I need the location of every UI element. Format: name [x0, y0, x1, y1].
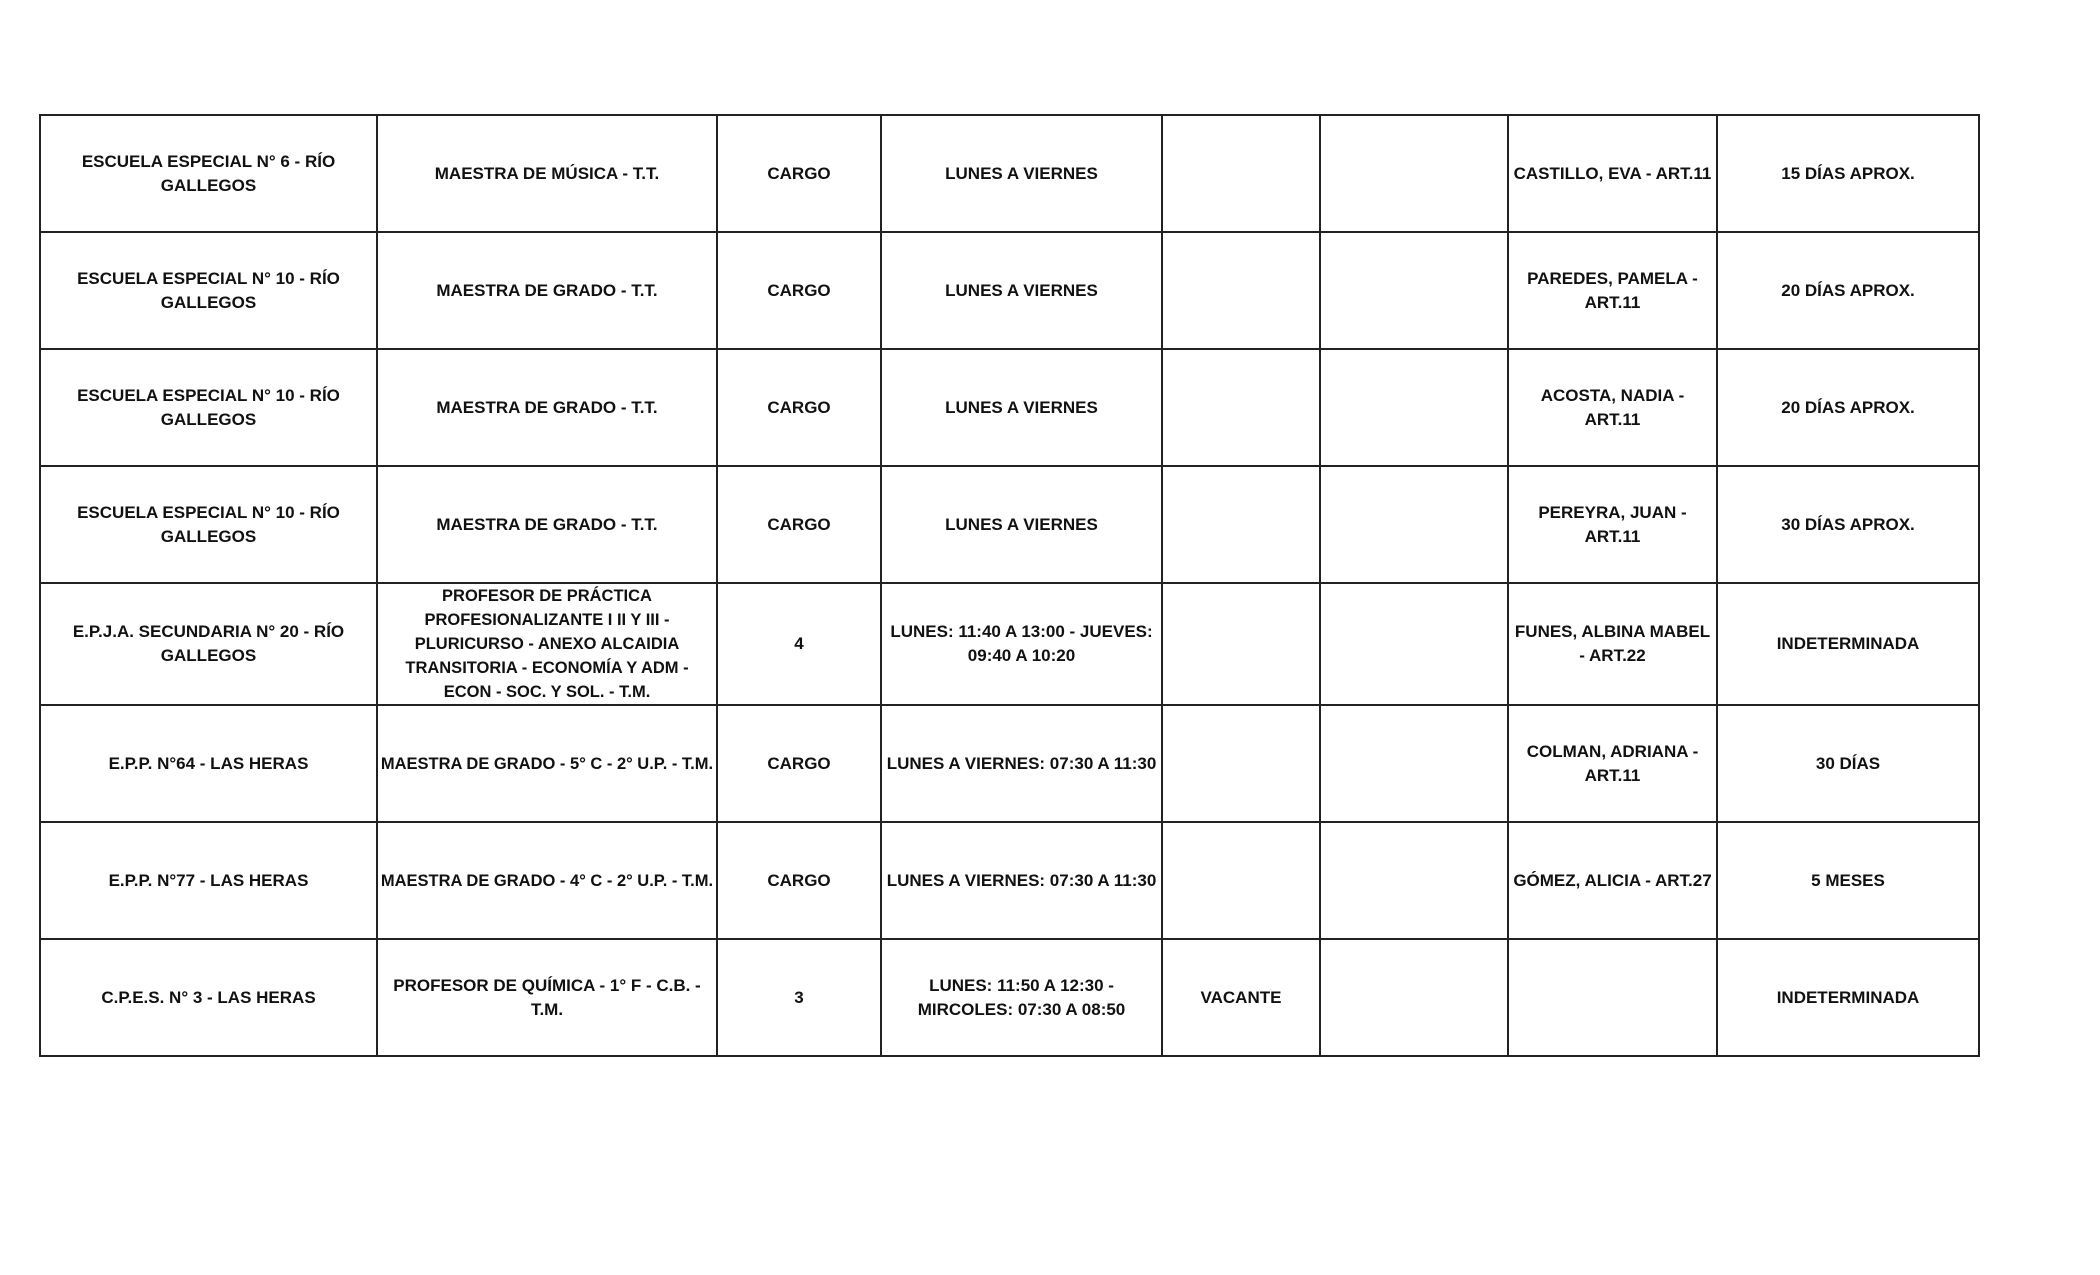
- position-cell: MAESTRA DE GRADO - T.T.: [377, 232, 717, 349]
- status-cell: [1162, 583, 1320, 705]
- position-cell: MAESTRA DE GRADO - 4° C - 2° U.P. - T.M.: [377, 822, 717, 939]
- school-cell: E.P.P. N°64 - LAS HERAS: [40, 705, 377, 822]
- type-cell: CARGO: [717, 705, 881, 822]
- duration-cell: 30 DÍAS: [1717, 705, 1979, 822]
- school-cell: ESCUELA ESPECIAL N° 10 - RÍO GALLEGOS: [40, 232, 377, 349]
- status-cell: [1162, 705, 1320, 822]
- school-cell: ESCUELA ESPECIAL N° 6 - RÍO GALLEGOS: [40, 115, 377, 232]
- status-cell: [1162, 232, 1320, 349]
- duration-cell: 5 MESES: [1717, 822, 1979, 939]
- holder-cell: [1508, 939, 1717, 1056]
- holder-cell: ACOSTA, NADIA - ART.11: [1508, 349, 1717, 466]
- status-cell: [1162, 822, 1320, 939]
- empty-cell: [1320, 232, 1508, 349]
- position-cell: MAESTRA DE MÚSICA - T.T.: [377, 115, 717, 232]
- empty-cell: [1320, 939, 1508, 1056]
- school-cell: ESCUELA ESPECIAL N° 10 - RÍO GALLEGOS: [40, 466, 377, 583]
- table-row: [40, 822, 1979, 939]
- empty-cell: [1320, 822, 1508, 939]
- type-cell: CARGO: [717, 466, 881, 583]
- holder-cell: PAREDES, PAMELA - ART.11: [1508, 232, 1717, 349]
- empty-cell: [1320, 705, 1508, 822]
- holder-cell: COLMAN, ADRIANA - ART.11: [1508, 705, 1717, 822]
- duration-cell: 30 DÍAS APROX.: [1717, 466, 1979, 583]
- vacancies-table: [39, 114, 1980, 1057]
- schedule-cell: LUNES A VIERNES: 07:30 A 11:30: [881, 705, 1162, 822]
- school-cell: E.P.J.A. SECUNDARIA N° 20 - RÍO GALLEGOS: [40, 583, 377, 705]
- table-row: [40, 115, 1979, 232]
- schedule-cell: LUNES A VIERNES: [881, 349, 1162, 466]
- position-cell: PROFESOR DE PRÁCTICA PROFESIONALIZANTE I II Y III - PLURICURSO - ANEXO ALCAIDIA TRANSITORIA - ECONOMÍA Y ADM - ECON - SOC. Y SOL. - T.M.: [377, 583, 717, 705]
- duration-cell: INDETERMINADA: [1717, 939, 1979, 1056]
- table-row: [40, 939, 1979, 1056]
- duration-cell: 20 DÍAS APROX.: [1717, 349, 1979, 466]
- holder-cell: GÓMEZ, ALICIA - ART.27: [1508, 822, 1717, 939]
- type-cell: CARGO: [717, 349, 881, 466]
- schedule-cell: LUNES: 11:50 A 12:30 - MIRCOLES: 07:30 A 08:50: [881, 939, 1162, 1056]
- table-row: [40, 232, 1979, 349]
- duration-cell: INDETERMINADA: [1717, 583, 1979, 705]
- duration-cell: 15 DÍAS APROX.: [1717, 115, 1979, 232]
- table-row: [40, 583, 1979, 705]
- schedule-cell: LUNES A VIERNES: [881, 466, 1162, 583]
- schedule-cell: LUNES: 11:40 A 13:00 - JUEVES: 09:40 A 10:20: [881, 583, 1162, 705]
- holder-cell: PEREYRA, JUAN - ART.11: [1508, 466, 1717, 583]
- holder-cell: FUNES, ALBINA MABEL - ART.22: [1508, 583, 1717, 705]
- position-cell: MAESTRA DE GRADO - T.T.: [377, 349, 717, 466]
- type-cell: CARGO: [717, 232, 881, 349]
- duration-cell: 20 DÍAS APROX.: [1717, 232, 1979, 349]
- status-cell: [1162, 466, 1320, 583]
- schedule-cell: LUNES A VIERNES: 07:30 A 11:30: [881, 822, 1162, 939]
- schedule-cell: LUNES A VIERNES: [881, 115, 1162, 232]
- position-cell: PROFESOR DE QUÍMICA - 1° F - C.B. - T.M.: [377, 939, 717, 1056]
- holder-cell: CASTILLO, EVA - ART.11: [1508, 115, 1717, 232]
- schedule-cell: LUNES A VIERNES: [881, 232, 1162, 349]
- position-cell: MAESTRA DE GRADO - 5° C - 2° U.P. - T.M.: [377, 705, 717, 822]
- table-row: [40, 466, 1979, 583]
- status-cell: [1162, 349, 1320, 466]
- table-row: [40, 705, 1979, 822]
- status-cell: [1162, 115, 1320, 232]
- school-cell: E.P.P. N°77 - LAS HERAS: [40, 822, 377, 939]
- table-row: [40, 349, 1979, 466]
- empty-cell: [1320, 466, 1508, 583]
- type-cell: CARGO: [717, 115, 881, 232]
- status-cell: VACANTE: [1162, 939, 1320, 1056]
- type-cell: 3: [717, 939, 881, 1056]
- school-cell: C.P.E.S. N° 3 - LAS HERAS: [40, 939, 377, 1056]
- position-cell: MAESTRA DE GRADO - T.T.: [377, 466, 717, 583]
- school-cell: ESCUELA ESPECIAL N° 10 - RÍO GALLEGOS: [40, 349, 377, 466]
- empty-cell: [1320, 349, 1508, 466]
- type-cell: 4: [717, 583, 881, 705]
- empty-cell: [1320, 583, 1508, 705]
- empty-cell: [1320, 115, 1508, 232]
- type-cell: CARGO: [717, 822, 881, 939]
